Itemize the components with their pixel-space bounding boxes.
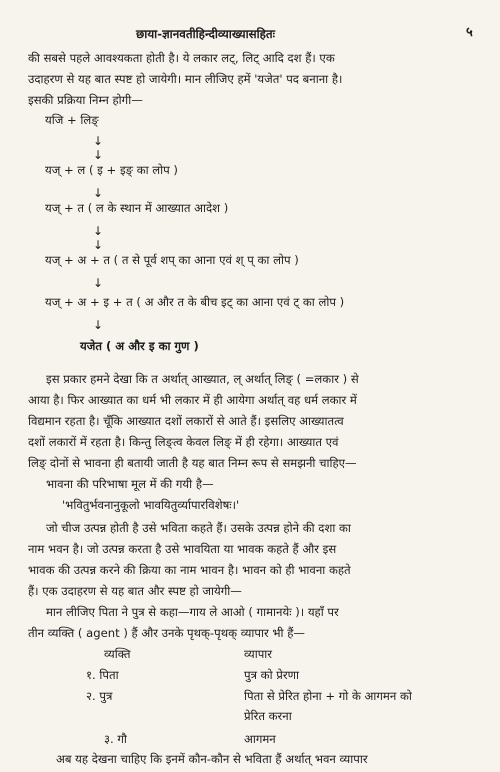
- explanation-line-1: जो चीज उत्पन्न होती है उसे भविता कहते हैं। उसके उत्पन्न होने की दशा का: [46, 521, 351, 535]
- down-arrow-icon: ↓: [93, 238, 104, 252]
- table-row-person: १. पिता: [86, 668, 119, 682]
- derivation-step-4: यज् + अ + त ( त से पूर्व शप् का आना एवं श् प् का लोप ): [45, 253, 299, 267]
- table-row-person: ३. गौ: [104, 732, 127, 746]
- definition-quote: 'भवितुर्भवनानुकूलो भावयितुर्व्यापारविशेषः।': [62, 498, 240, 512]
- table-row-action: आगमन: [244, 732, 276, 746]
- summary-line-2: आया है। फिर आख्यात का धर्म भी लकार में ही आयेगा अर्थात् वह धर्म लकार में: [28, 393, 357, 407]
- table-row-action: पिता से प्रेरित होना + गो के आगमन को: [244, 689, 412, 703]
- summary-line-4: दशों लकारों में रहता है। किन्तु लिङ्त्व केवल लिङ् में ही रहेगा। आख्यात एवं: [28, 435, 339, 449]
- summary-line-3: विद्यमान रहता है। चूँकि आख्यात दशों लकारों से आते हैं। इसलिए आख्यातत्व: [28, 414, 344, 428]
- explanation-line-3: भावक की उत्पन्न करने की क्रिया का नाम भावन है। भावन को ही भावना कहते: [28, 563, 351, 577]
- down-arrow-icon: ↓: [93, 318, 104, 332]
- table-row-person: २. पुत्र: [86, 689, 113, 703]
- derivation-step-3: यज् + त ( ल के स्थान में आख्यात आदेश ): [45, 201, 229, 215]
- down-arrow-icon: ↓: [93, 186, 104, 200]
- derivation-step-5: यज् + अ + इ + त ( अ और त के बीच इट् का आना एवं ट् का लोप ): [45, 295, 345, 309]
- summary-line-5: लिङ् दोनों से भावना ही बतायी जाती है यह बात निम्न रूप से समझनी चाहिए—: [28, 456, 357, 470]
- explanation-line-2: नाम भवन है। जो उत्पन्न करता है उसे भावयिता या भावक कहते हैं और इस: [28, 542, 337, 556]
- explanation-line-4: हैं। एक उदाहरण से यह बात और स्पष्ट हो जायेगी—: [28, 584, 242, 598]
- intro-line-3: इसकी प्रक्रिया निम्न होगी—: [28, 93, 143, 107]
- derivation-step-2: यज् + ल ( इ + इङ् का लोप ): [45, 163, 178, 177]
- table-row-action: पुत्र को प्रेरणा: [244, 668, 299, 682]
- table-row-action-cont: प्रेरित करना: [244, 709, 292, 723]
- down-arrow-icon: ↓: [93, 134, 104, 148]
- example-line-2: तीन व्यक्ति ( agent ) हैं और उनके पृथक्-पृथक् व्यापार भी हैं—: [28, 626, 305, 640]
- running-title: छाया-ज्ञानवतीहिन्दीव्याख्यासहितः: [136, 27, 276, 41]
- closing-line: अब यह देखना चाहिए कि इनमें कौन-कौन से भविता हैं अर्थात् भवन व्यापार: [56, 752, 368, 766]
- summary-line-1: इस प्रकार हमने देखा कि त अर्थात् आख्यात, ल् अर्थात् लिङ् ( =लकार ) से: [46, 372, 359, 386]
- intro-line-1: की सबसे पहले आवश्यकता होती है। ये लकार लट्, लिट् आदि दश हैं। एक: [28, 51, 335, 65]
- derivation-step-1: यजि + लिङ्: [45, 113, 99, 127]
- intro-line-2: उदाहरण से यह बात स्पष्ट हो जायेगी। मान लीजिए हमें 'यजेत' पद बनाना है।: [28, 72, 343, 86]
- definition-intro: भावना की परिभाषा मूल में की गयी है—: [46, 477, 214, 491]
- example-line-1: मान लीजिए पिता ने पुत्र से कहा—गाय ले आओ ( गामानयेः )। यहाँ पर: [46, 605, 339, 619]
- down-arrow-icon: ↓: [93, 276, 104, 290]
- page-number: ५: [466, 25, 473, 40]
- derivation-result: यजेत ( अ और इ का गुण ): [80, 339, 199, 353]
- down-arrow-icon: ↓: [93, 148, 104, 162]
- table-header-person: व्यक्ति: [104, 647, 131, 661]
- table-header-action: व्यापार: [244, 647, 273, 661]
- down-arrow-icon: ↓: [93, 224, 104, 238]
